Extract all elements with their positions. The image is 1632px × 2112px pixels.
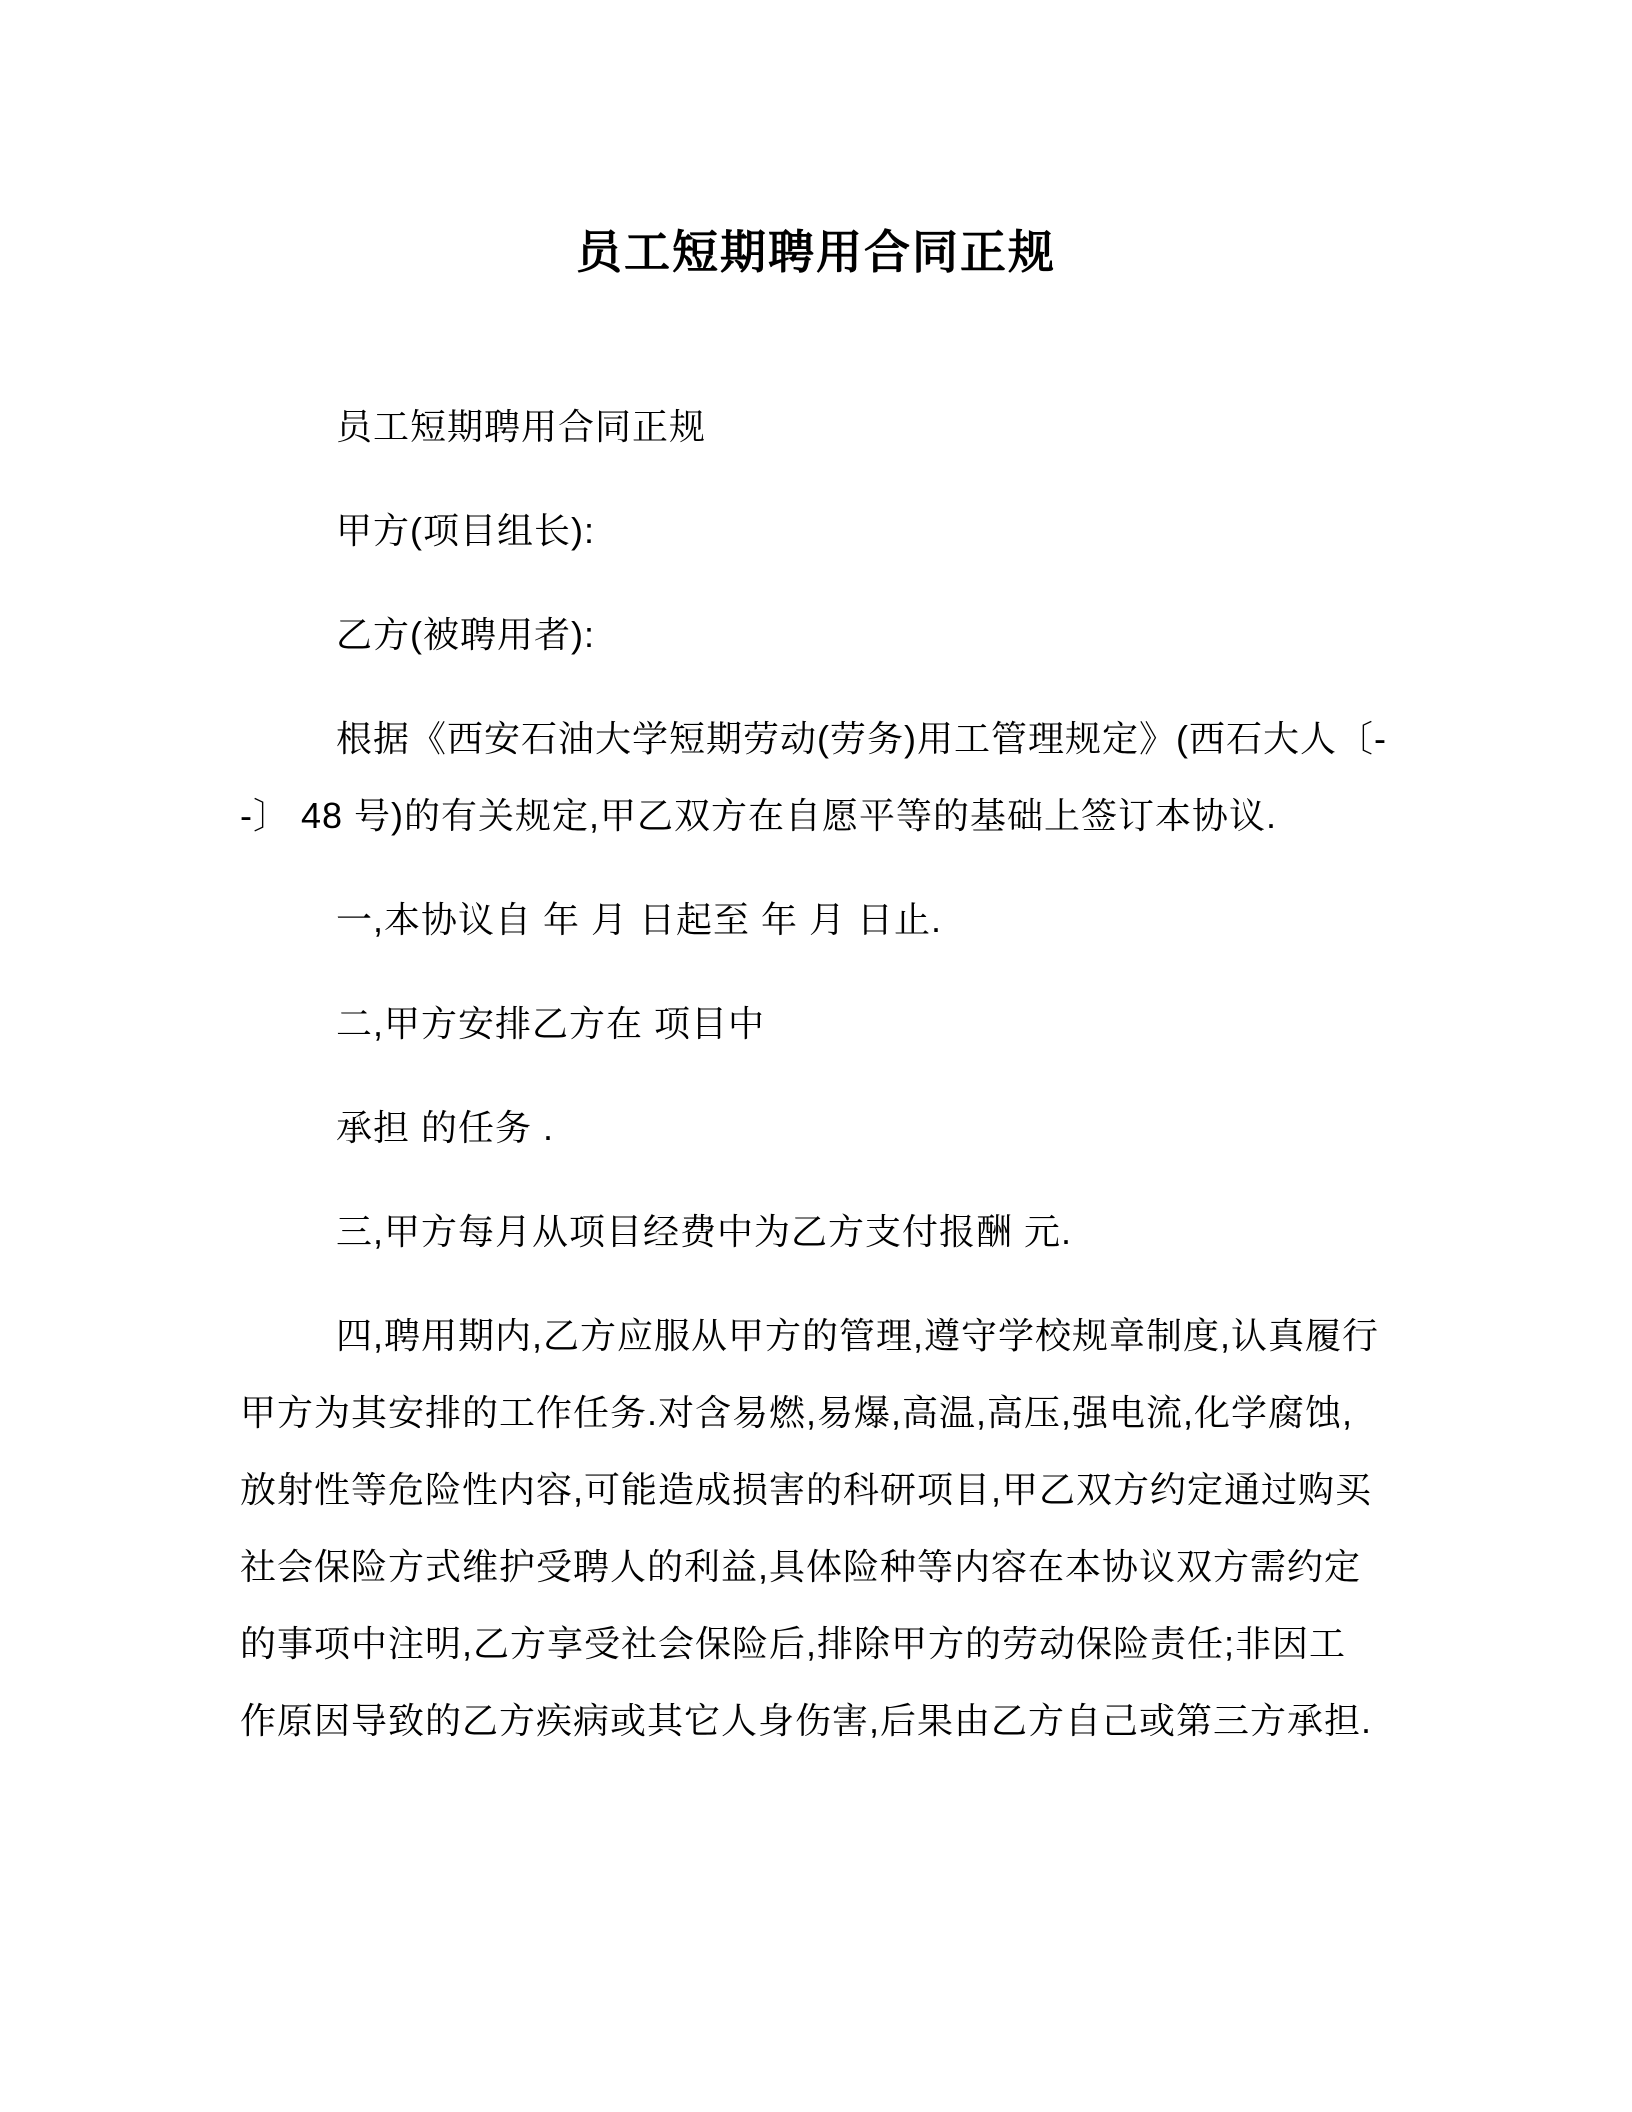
text-line: 三,甲方每月从项目经费中为乙方支付报酬 元. [336, 1211, 1073, 1252]
text-line: 二,甲方安排乙方在 项目中 [336, 1003, 766, 1044]
paragraph-clause-1 [240, 881, 1392, 958]
paragraph-preamble [240, 700, 1392, 854]
text-line: 甲方(项目组长): [336, 510, 595, 551]
paragraph-party-b [240, 596, 1392, 673]
paragraph-party-a [240, 492, 1392, 569]
text-line: 甲方为其安排的工作任务.对含易燃,易爆,高温,高压,强电流,化学腐蚀, [240, 1392, 1354, 1433]
text-line: 作原因导致的乙方疾病或其它人身伤害,后果由乙方自己或第三方承担. [240, 1700, 1373, 1741]
text-line: 员工短期聘用合同正规 [336, 406, 707, 447]
text-line: 社会保险方式维护受聘人的利益,具体险种等内容在本协议双方需约定 [240, 1546, 1362, 1587]
text-line: -〕 48 号)的有关规定,甲乙双方在自愿平等的基础上签订本协议. [240, 795, 1278, 836]
paragraph-clause-2 [240, 985, 1392, 1062]
paragraph-clause-3 [240, 1193, 1392, 1270]
text-line: 一,本协议自 年 月 日起至 年 月 日止. [336, 899, 943, 940]
text-line: 根据《西安石油大学短期劳动(劳务)用工管理规定》(西石大人〔- [336, 718, 1387, 759]
paragraph-clause-4 [240, 1297, 1392, 1759]
text-line: 乙方(被聘用者): [336, 614, 595, 655]
text-line: 承担 的任务 . [336, 1107, 555, 1148]
paragraph-clause-2-cont [240, 1089, 1392, 1166]
text-line: 四,聘用期内,乙方应服从甲方的管理,遵守学校规章制度,认真履行 [336, 1315, 1380, 1356]
text-line: 放射性等危险性内容,可能造成损害的科研项目,甲乙双方约定通过购买 [240, 1469, 1373, 1510]
paragraph-subtitle [240, 388, 1392, 465]
text-line: 的事项中注明,乙方享受社会保险后,排除甲方的劳动保险责任;非因工 [240, 1623, 1347, 1664]
document-title: 员工短期聘用合同正规 [576, 226, 1056, 278]
